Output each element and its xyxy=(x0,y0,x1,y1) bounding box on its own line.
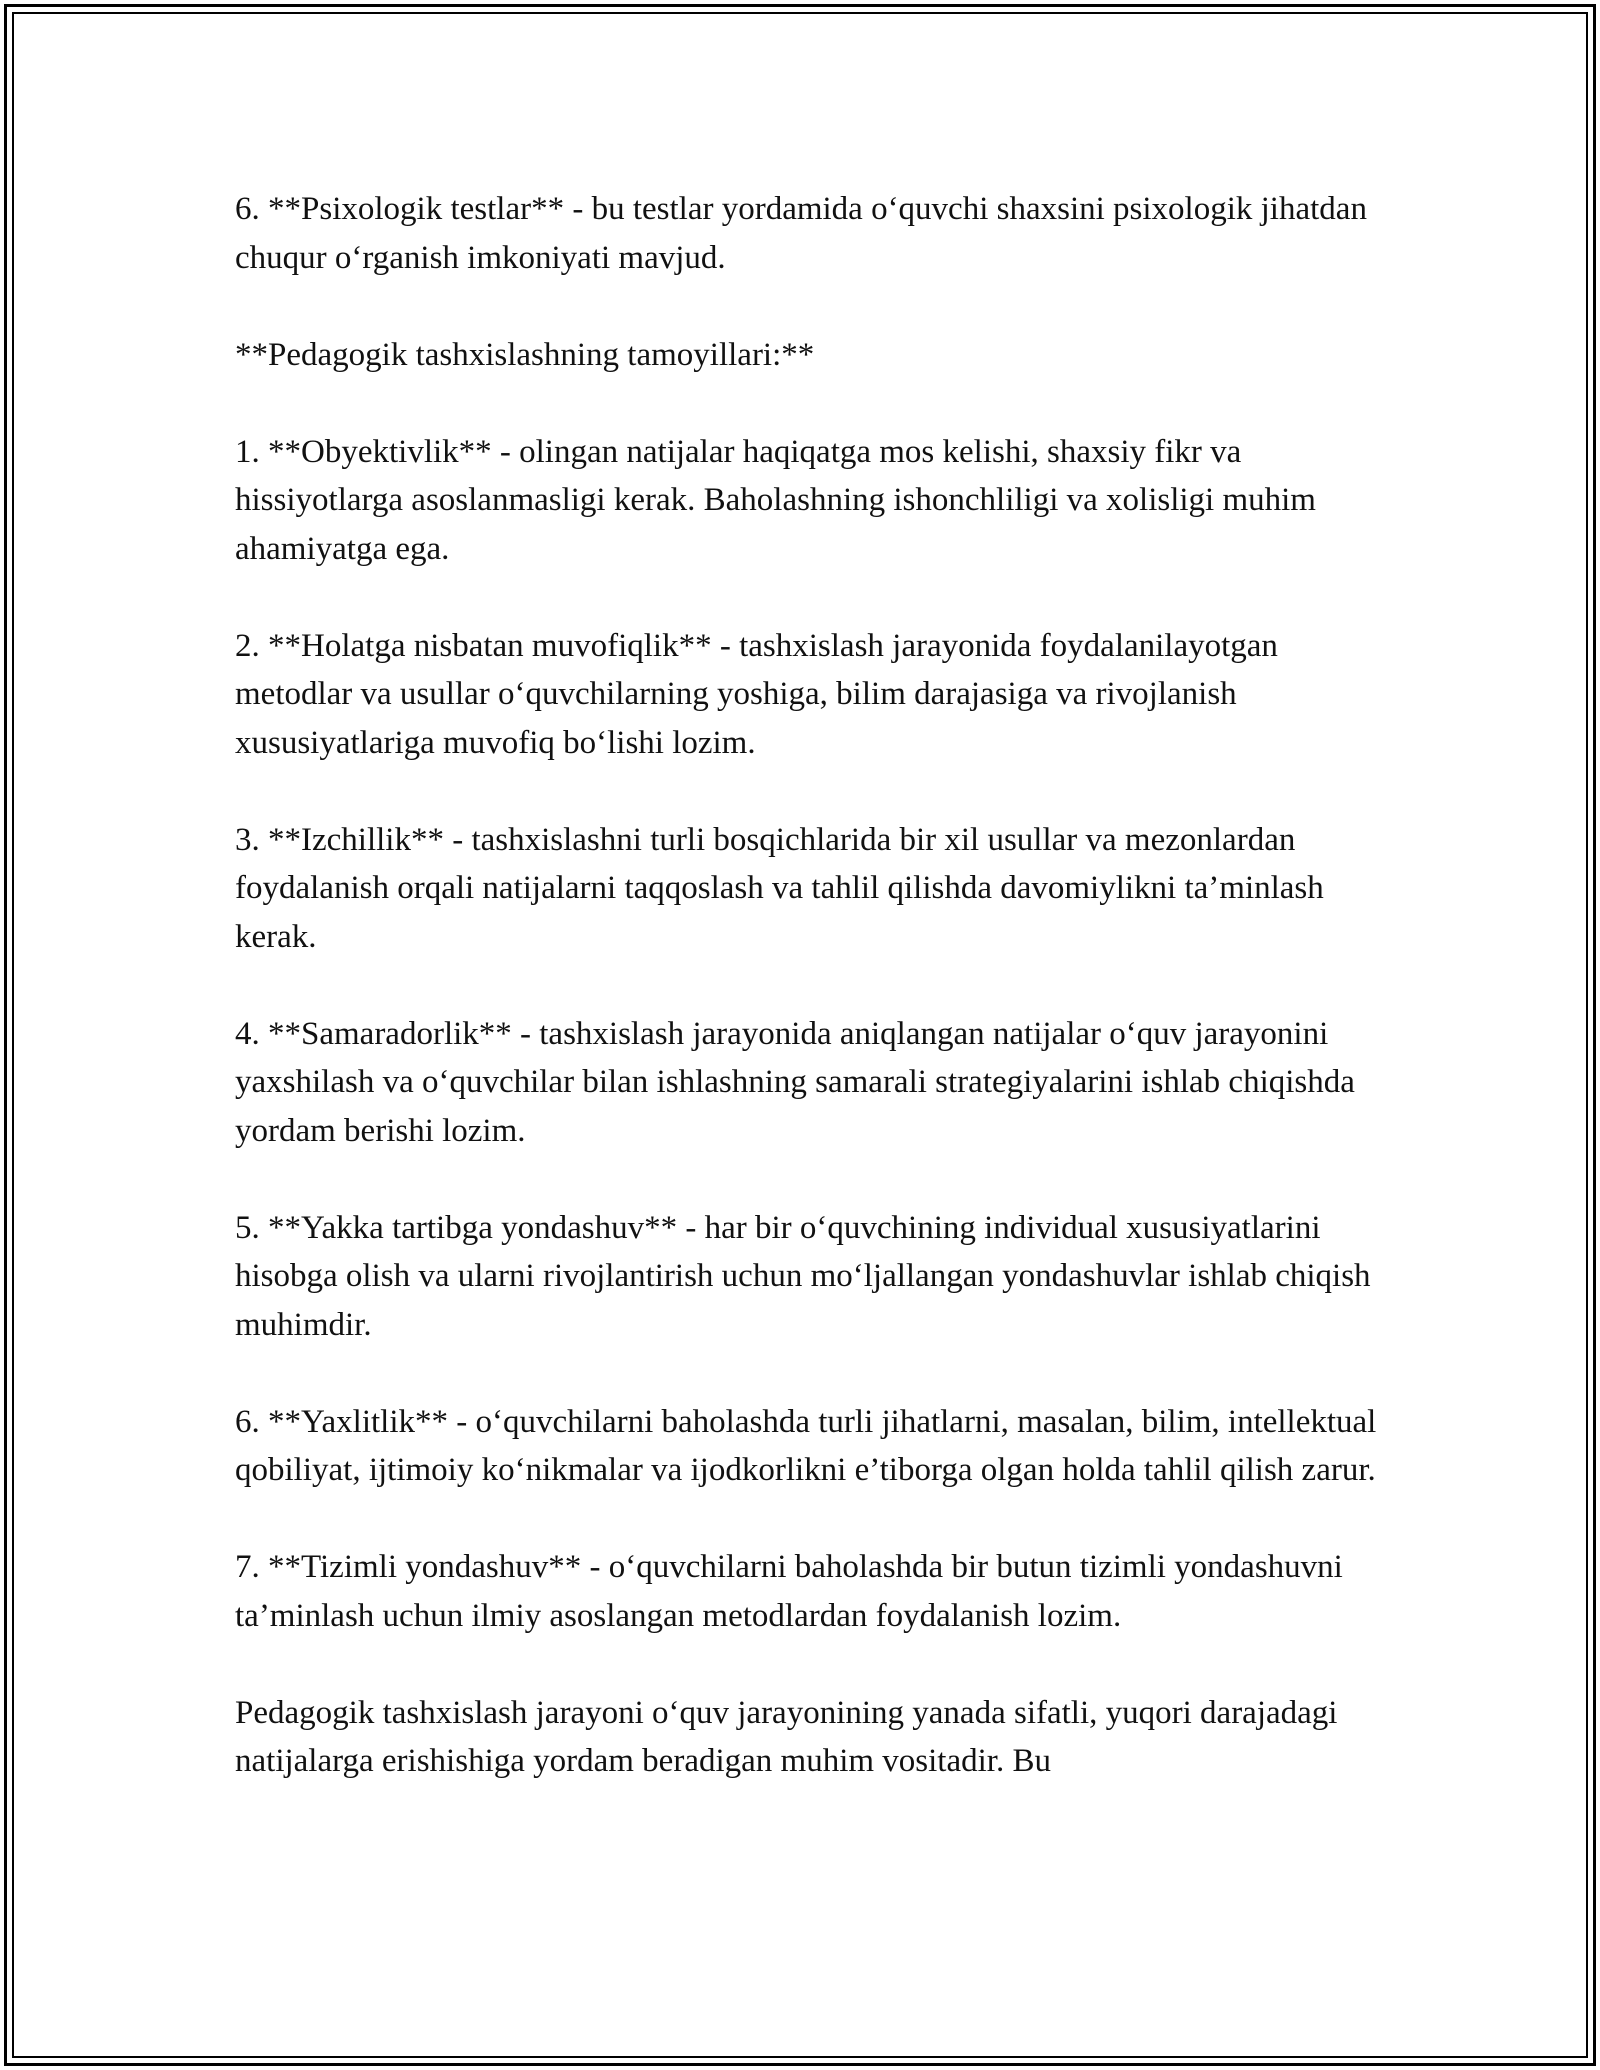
paragraph-samaradorlik: 4. **Samaradorlik** - tashxislash jarayonida aniqlangan natijalar o‘quv jarayonini yaxshilash va o‘quvchilar bilan ishlashning samarali strategiyalarini ishlab chiqishda yordam berishi lozim. xyxy=(235,1015,1355,1149)
document-body xyxy=(235,185,1385,1786)
paragraph-yaxlitlik: 6. **Yaxlitlik** - o‘quvchilarni baholashda turli jihatlarni, masalan, bilim, intellektual qobiliyat, ijtimoiy ko‘nikmalar va ijodkorlikni e’tiborga olgan holda tahlil qilish zarur. xyxy=(235,1403,1377,1488)
paragraph-tamoyillar-heading: **Pedagogik tashxislashning tamoyillari:** xyxy=(235,336,815,373)
paragraph-conclusion: Pedagogik tashxislash jarayoni o‘quv jarayonining yanada sifatli, yuqori darajadagi natijalarga erishishiga yordam beradigan muhim vositadir. Bu xyxy=(235,1694,1338,1779)
paragraph-izchillik: 3. **Izchillik** - tashxislashni turli bosqichlarida bir xil usullar va mezonlardan foydalanish orqali natijalarni taqqoslash va tahlil qilishda davomiylikni ta’minlash kerak. xyxy=(235,821,1324,955)
paragraph-obyektivlik: 1. **Obyektivlik** - olingan natijalar haqiqatga mos kelishi, shaxsiy fikr va hissiyotlarga asoslanmasligi kerak. Baholashning ishonchliligi va xolisligi muhim ahamiyatga ega. xyxy=(235,433,1316,567)
paragraph-holatga-muvofiqlik: 2. **Holatga nisbatan muvofiqlik** - tashxislash jarayonida foydalanilayotgan metodlar va usullar o‘quvchilarning yoshiga, bilim darajasiga va rivojlanish xususiyatlariga muvofiq bo‘lishi lozim. xyxy=(235,627,1278,761)
paragraph-yakka-tartib: 5. **Yakka tartibga yondashuv** - har bir o‘quvchining individual xususiyatlarini hisobga olish va ularni rivojlantirish uchun mo‘ljallangan yondashuvlar ishlab chiqish muhimdir. xyxy=(235,1209,1371,1343)
paragraph-tizimli-yondashuv: 7. **Tizimli yondashuv** - o‘quvchilarni baholashda bir butun tizimli yondashuvni ta’minlash uchun ilmiy asoslangan metodlardan foydalanish lozim. xyxy=(235,1549,1343,1634)
paragraph-psixologik-testlar: 6. **Psixologik testlar** - bu testlar yordamida o‘quvchi shaxsini psixologik jihatdan chuqur o‘rganish imkoniyati mavjud. xyxy=(235,191,1367,276)
